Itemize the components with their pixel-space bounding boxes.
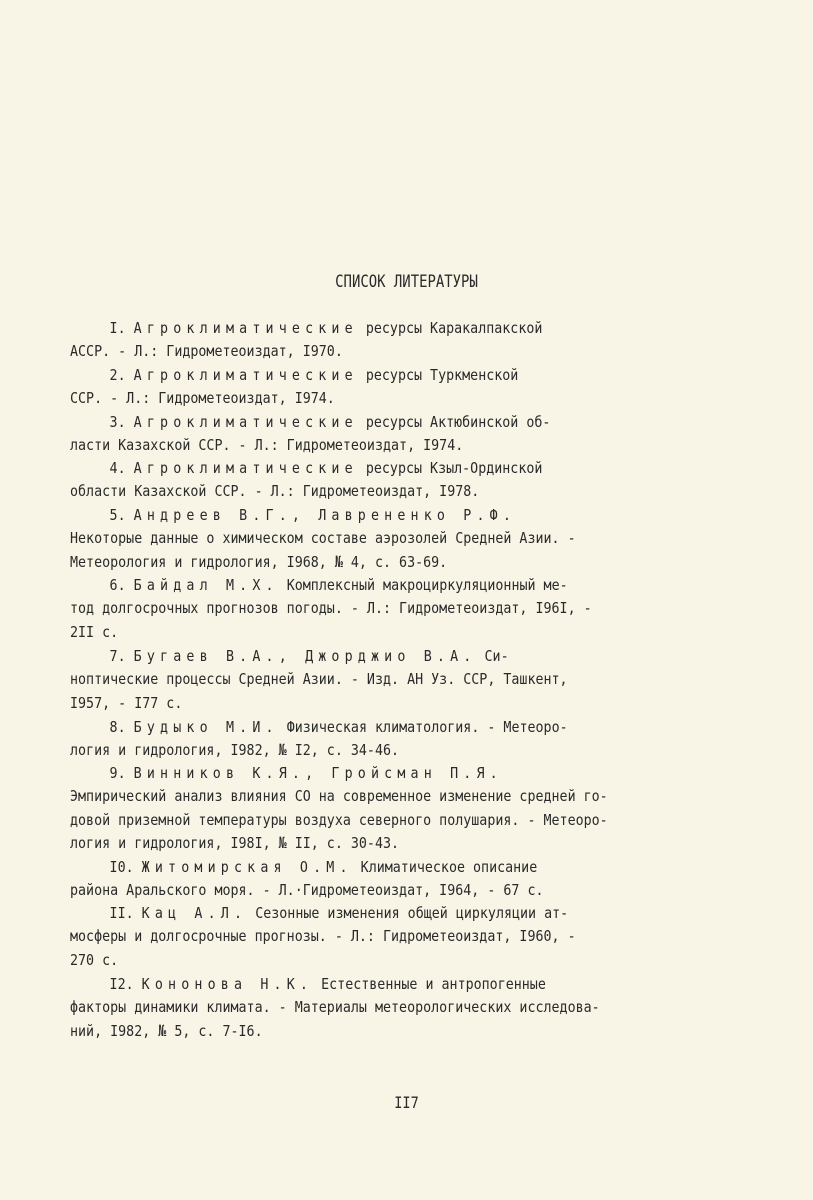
reference-text: факторы динамики климата. - Материалы метеорологических исследова-: [70, 998, 600, 1017]
reference-text: области Казахской ССР. - Л.: Гидрометеоиздат, I978.: [70, 482, 480, 501]
reference-item: [70, 856, 730, 903]
reference-number: 3.: [109, 413, 126, 431]
reference-item: [70, 457, 730, 504]
reference-number: I2.: [109, 975, 134, 993]
reference-text: Эмпирический анализ влияния СО на современное изменение средней го-: [70, 787, 608, 806]
reference-author: Кононова Н.К.: [141, 975, 314, 993]
reference-item: [70, 902, 730, 972]
reference-text: ресурсы Актюбинской об-: [365, 413, 551, 431]
reference-text: ний, I982, № 5, с. 7-I6.: [70, 1021, 263, 1040]
reference-number: 8.: [109, 718, 126, 736]
reference-text: Комплексный макроциркуляционный ме-: [286, 576, 568, 594]
reference-number: 5.: [109, 506, 126, 524]
reference-text: Си-: [484, 647, 509, 665]
reference-text: АССР. - Л.: Гидрометеоиздат, I970.: [70, 342, 343, 361]
reference-text: района Аральского моря. - Л.·Гидрометеоиздат, I964, - 67 с.: [70, 881, 544, 900]
reference-text: ноптические процессы Средней Азии. - Изд. АН Уз. ССР, Ташкент,: [70, 670, 568, 689]
reference-text: ресурсы Каракалпакской: [365, 319, 543, 337]
reference-text: логия и гидрология, I982, № I2, с. 34-46.: [70, 741, 400, 760]
reference-author: Агроклиматические: [133, 366, 358, 384]
reference-author: Бугаев В.А., Джорджио В.А.: [133, 647, 477, 665]
reference-text: Метеорология и гидрология, I968, № 4, с. 63-69.: [70, 552, 448, 571]
reference-text: ресурсы Кзыл-Ординской: [365, 459, 543, 477]
reference-author: Байдал М.Х.: [133, 576, 279, 594]
reference-item: [70, 411, 730, 458]
reference-text: Некоторые данные о химическом составе аэрозолей Средней Азии. -: [70, 529, 576, 548]
reference-number: 2.: [109, 366, 126, 384]
reference-text: тод долгосрочных прогнозов погоды. - Л.: Гидрометеоиздат, I96I, -: [70, 599, 592, 618]
reference-text: 270 с.: [70, 950, 119, 969]
reference-item: [70, 973, 730, 1043]
reference-author: Житомирская О.М.: [141, 858, 353, 876]
reference-text: логия и гидрология, I98I, № II, с. 30-43.: [70, 834, 400, 853]
reference-author: Кац А.Л.: [141, 904, 248, 922]
reference-number: 6.: [109, 576, 126, 594]
page-number: II7: [394, 1093, 419, 1112]
reference-number: I0.: [109, 858, 134, 876]
page-title: СПИСОК ЛИТЕРАТУРЫ: [335, 272, 478, 292]
reference-text: мосферы и долгосрочные прогнозы. - Л.: Гидрометеоиздат, I960, -: [70, 927, 576, 946]
reference-text: I957, - I77 с.: [70, 693, 183, 712]
reference-item: [70, 574, 730, 644]
reference-text: ресурсы Туркменской: [365, 366, 519, 384]
reference-text: Сезонные изменения общей циркуляции ат-: [255, 904, 569, 922]
reference-number: I.: [109, 319, 126, 337]
reference-text: довой приземной температуры воздуха северного полушария. - Метеоро-: [70, 810, 608, 829]
reference-item: [70, 716, 730, 763]
reference-number: 9.: [109, 764, 126, 782]
reference-number: II.: [109, 904, 134, 922]
reference-author: Винников К.Я., Гройсман П.Я.: [133, 764, 503, 782]
reference-author: Будыко М.И.: [133, 718, 279, 736]
reference-author: Агроклиматические: [133, 459, 358, 477]
reference-text: Климатическое описание: [360, 858, 538, 876]
reference-text: 2II с.: [70, 622, 119, 641]
reference-author: Агроклиматические: [133, 319, 358, 337]
reference-author: Агроклиматические: [133, 413, 358, 431]
reference-text: ласти Казахской ССР. - Л.: Гидрометеоиздат, I974.: [70, 436, 464, 455]
reference-text: ССР. - Л.: Гидрометеоиздат, I974.: [70, 389, 335, 408]
reference-item: [70, 762, 730, 856]
reference-text: Физическая климатология. - Метеоро-: [286, 718, 568, 736]
reference-item: [70, 317, 730, 364]
reference-item: [70, 645, 730, 715]
reference-item: [70, 364, 730, 411]
reference-author: Андреев В.Г., Лаврененко Р.Ф.: [133, 506, 517, 524]
reference-text: Естественные и антропогенные: [321, 975, 546, 993]
reference-number: 4.: [109, 459, 126, 477]
reference-item: [70, 504, 730, 574]
reference-number: 7.: [109, 647, 126, 665]
